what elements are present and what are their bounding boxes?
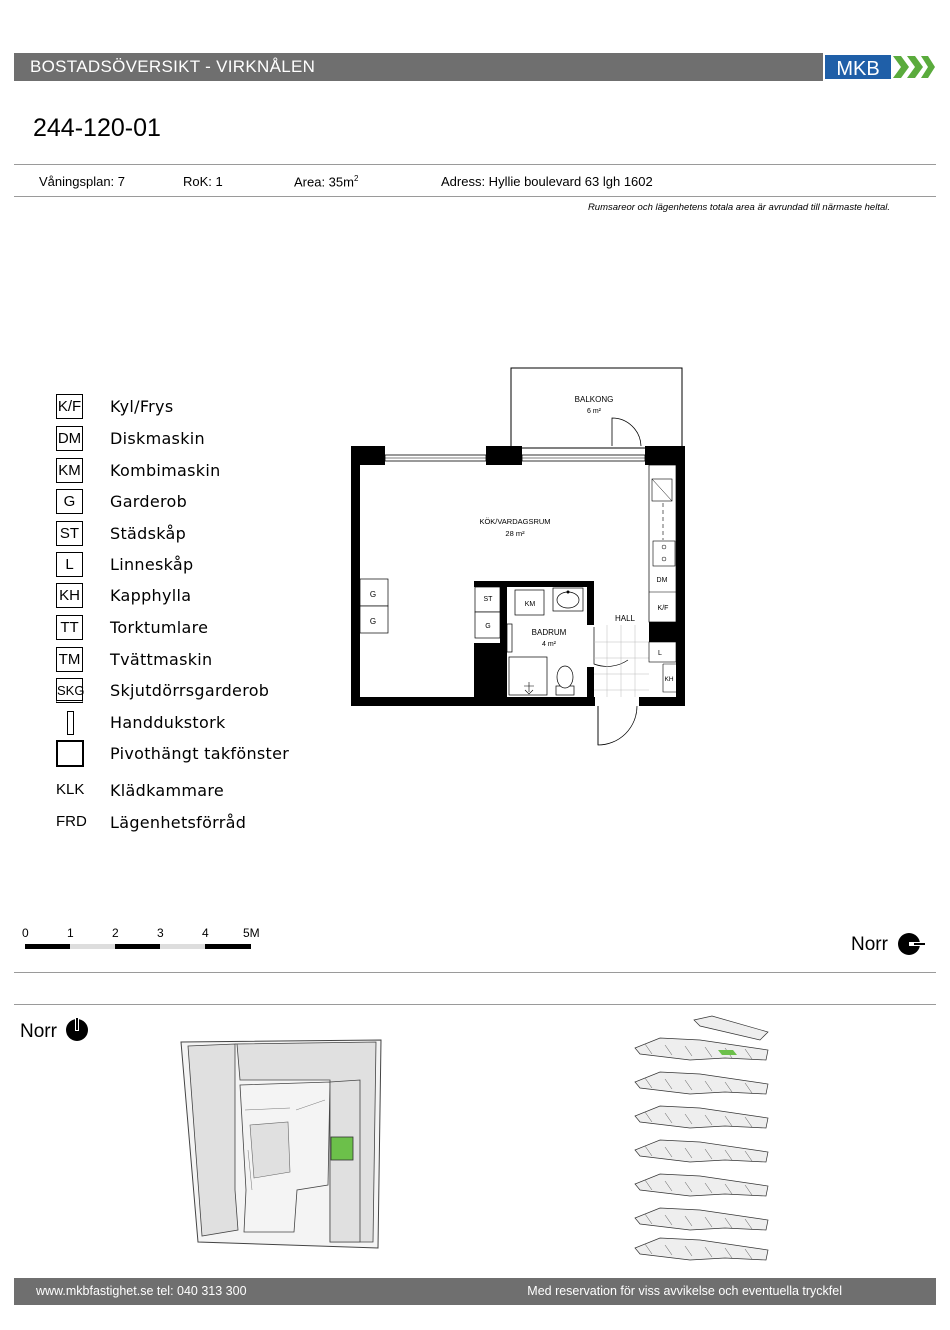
divider [14, 164, 936, 165]
footer-disclaimer: Med reservation för viss avvikelse och eventuella tryckfel [527, 1284, 842, 1298]
legend-item [56, 458, 356, 484]
kf-label: K/F [657, 605, 669, 612]
hall-floor [594, 625, 649, 697]
site-north-arrow-icon [63, 1014, 93, 1044]
roof-slab [694, 1016, 768, 1040]
badrum-area: 4 m² [542, 641, 556, 648]
unit-id: 244-120-01 [33, 114, 161, 142]
legend-item [56, 615, 356, 641]
divider [14, 1004, 936, 1005]
l-label: L [658, 650, 662, 657]
dm-label: DM [656, 577, 668, 584]
document-title: BOSTADSÖVERSIKT - VIRKNÅLEN [30, 57, 316, 76]
legend-label: Skjutdörrsgarderob [110, 681, 270, 700]
scale-label: 1 [67, 926, 74, 940]
area-sup: 2 [353, 174, 359, 183]
floor-slab [635, 1106, 768, 1128]
wall [486, 446, 522, 465]
legend-code: SKG [56, 678, 83, 703]
legend-code: ST [56, 521, 83, 546]
legend-item [56, 489, 356, 515]
north-arrow-icon [896, 930, 928, 958]
wall [351, 697, 595, 706]
wall [587, 667, 594, 700]
towel-warmer [507, 624, 512, 652]
wall [474, 581, 594, 587]
north-label: Norr [851, 934, 888, 955]
wardrobe-label: G [485, 623, 491, 630]
badrum-label: BADRUM [531, 628, 567, 637]
legend-label: Handdukstork [110, 713, 226, 732]
wardrobe-label: G [369, 590, 377, 599]
legend-item [56, 678, 356, 704]
scale-label: 0 [22, 926, 29, 940]
towel-warmer-icon [67, 711, 74, 735]
divider [14, 196, 936, 197]
floor-plan [340, 360, 700, 760]
legend-item [56, 710, 356, 736]
site-north-label: Norr [20, 1021, 57, 1042]
legend-code: K/F [56, 394, 83, 419]
area-note: Rumsareor och lägenhetens totala area är avrundad till närmaste heltal. [587, 202, 890, 213]
legend-label: Torktumlare [110, 618, 209, 637]
legend-code: KLK [56, 781, 85, 798]
legend-item [56, 583, 356, 609]
legend-item [56, 521, 356, 547]
floor-info: Våningsplan: 7 [39, 174, 126, 189]
highlighted-unit [331, 1137, 353, 1160]
footer-bar [14, 1278, 936, 1305]
kh-label: KH [664, 676, 674, 683]
legend-label: Klädkammare [110, 781, 225, 800]
footer-contact: www.mkbfastighet.se tel: 040 313 300 [36, 1284, 247, 1298]
legend-item [56, 778, 356, 804]
wardrobe-label: G [369, 617, 377, 626]
legend-label: Diskmaskin [110, 429, 205, 448]
legend-item [56, 741, 356, 767]
legend-label: Städskåp [110, 524, 187, 543]
kok-area: 28 m² [505, 529, 525, 538]
building-floors [625, 1010, 785, 1275]
legend-code: G [56, 489, 83, 514]
address-info: Adress: Hyllie boulevard 63 lgh 1602 [441, 174, 653, 189]
legend-code: KH [56, 583, 83, 608]
skylight-icon [56, 740, 84, 767]
entrance-door [598, 706, 637, 745]
scale-label: 3 [157, 926, 164, 940]
wall [351, 446, 360, 706]
linen-cabinet [649, 642, 676, 662]
shower [509, 657, 547, 695]
wall [474, 643, 500, 700]
floor-slab [635, 1174, 768, 1196]
area-label: Area: 35m [294, 174, 354, 190]
site-plan [175, 1030, 385, 1250]
balkong-area: 6 m² [587, 408, 601, 415]
legend-code: TM [56, 647, 83, 672]
legend-code: TT [56, 615, 83, 640]
km-label: KM [524, 601, 536, 608]
wall [500, 581, 507, 700]
scale-label: 4 [202, 926, 209, 940]
wall [676, 446, 685, 706]
scale-bar [25, 942, 252, 950]
legend-code: DM [56, 426, 83, 451]
scale-label: 5M [243, 926, 260, 940]
legend-label: Kyl/Frys [110, 397, 174, 416]
floor-slab [635, 1140, 768, 1162]
legend-label: Tvättmaskin [110, 650, 213, 669]
balkong-label: BALKONG [574, 395, 614, 404]
legend-code: L [56, 552, 83, 577]
legend-item [56, 647, 356, 673]
legend-label: Garderob [110, 492, 188, 511]
hall-label: HALL [614, 614, 636, 623]
rok-info: RoK: 1 [183, 174, 223, 189]
legend-label: Kombimaskin [110, 461, 221, 480]
st-label: ST [483, 596, 493, 603]
scale-label: 2 [112, 926, 119, 940]
wall [639, 697, 685, 706]
legend-label: Linneskåp [110, 555, 194, 574]
floor-slab [635, 1238, 768, 1260]
balcony-door [612, 418, 641, 446]
legend-item [56, 810, 356, 836]
legend-label: Kapphylla [110, 586, 192, 605]
legend-code: FRD [56, 813, 87, 830]
header-bar [14, 53, 936, 81]
floor-slab [635, 1038, 768, 1060]
wall [587, 581, 594, 625]
kok-label: KÖK/VARDAGSRUM [479, 517, 551, 526]
floor-slab [635, 1208, 768, 1230]
legend-item [56, 394, 356, 420]
legend-code: KM [56, 458, 83, 483]
area-info [294, 174, 358, 189]
legend-item [56, 552, 356, 578]
legend-item [56, 426, 356, 452]
floor-slab [635, 1072, 768, 1094]
logo-text: MKB [836, 58, 880, 80]
wall [649, 622, 676, 642]
legend-label: Pivothängt takfönster [110, 744, 290, 763]
divider [14, 972, 936, 973]
mkb-logo [823, 53, 936, 81]
legend-label: Lägenhetsförråd [110, 813, 247, 832]
